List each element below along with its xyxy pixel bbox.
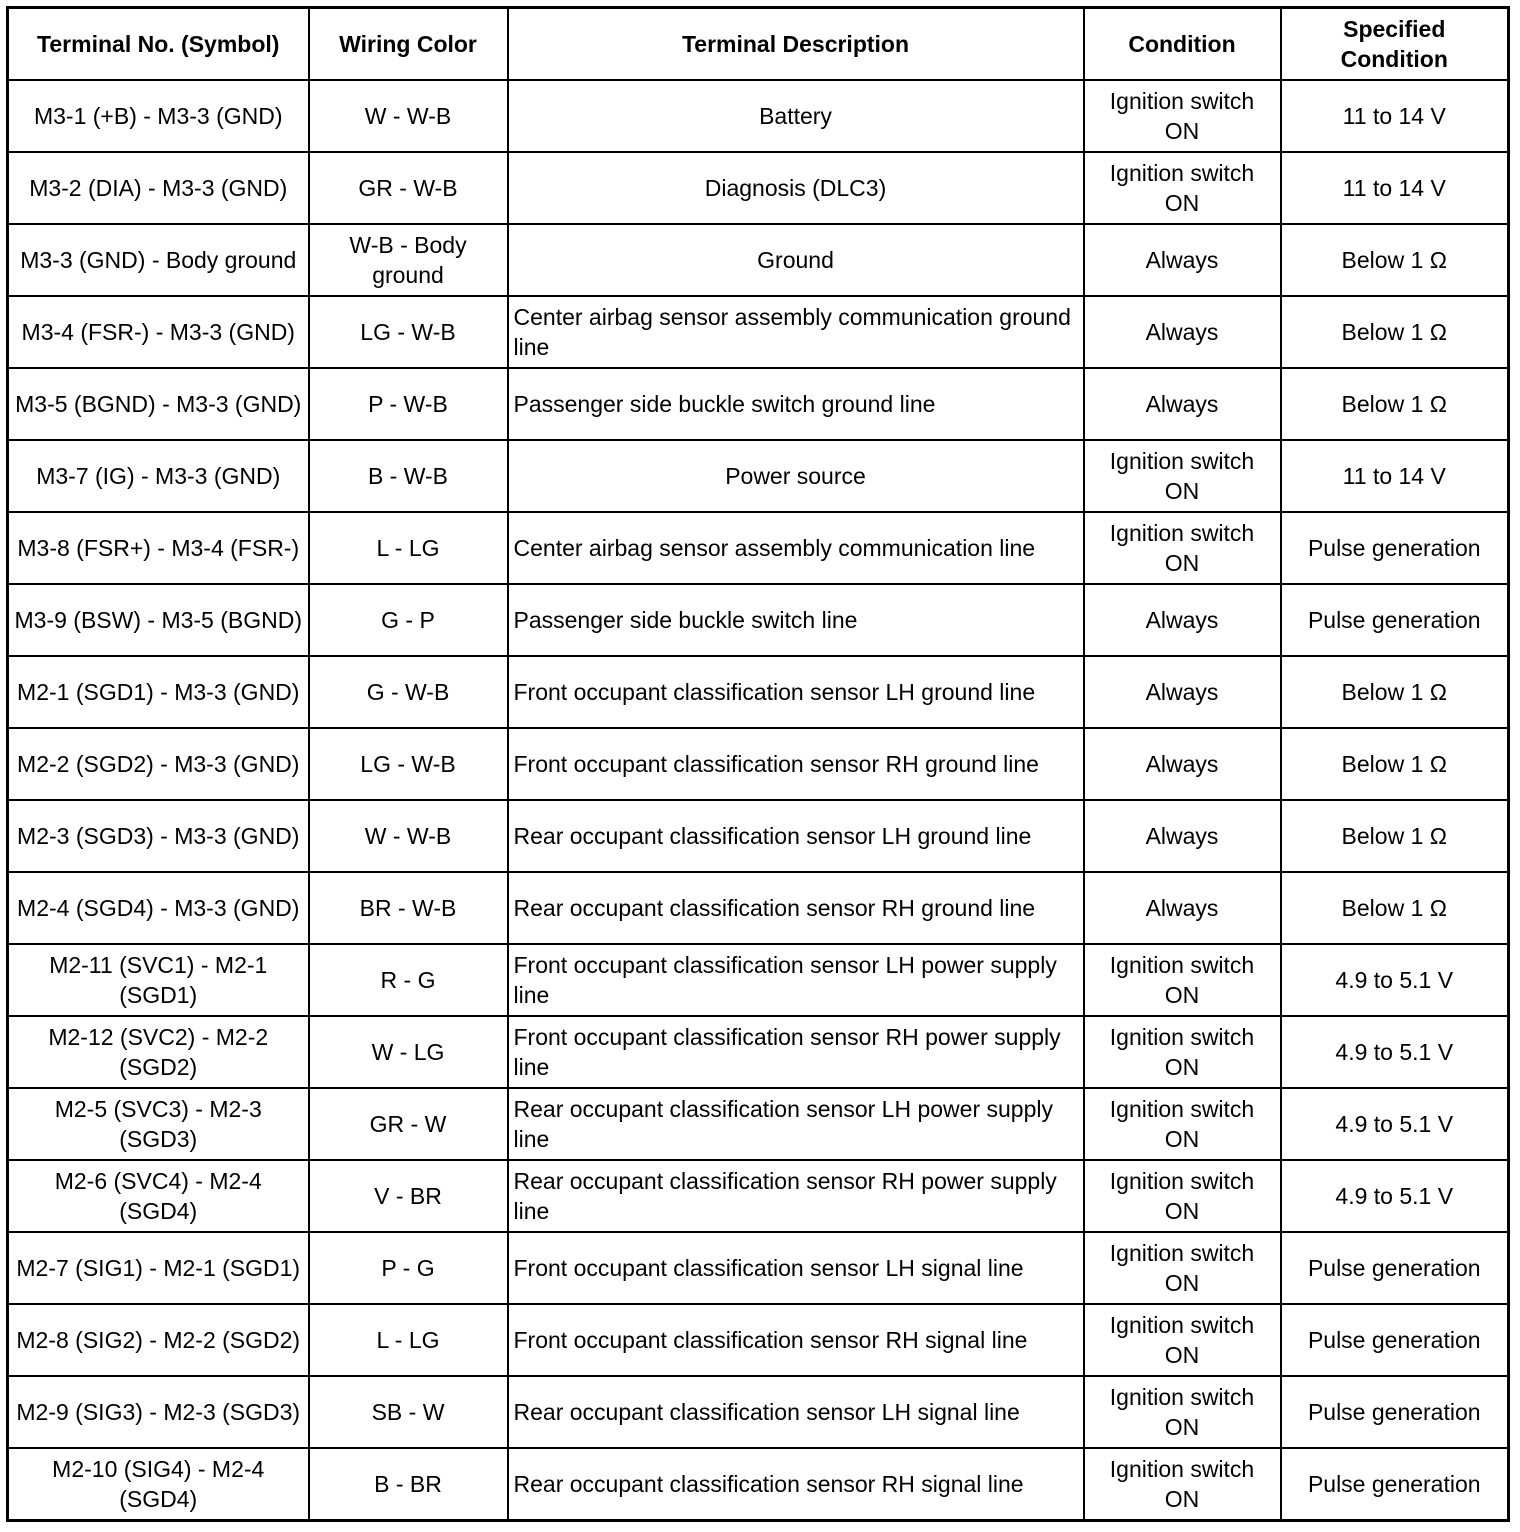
cell-terminal: M3-5 (BGND) - M3-3 (GND) bbox=[8, 368, 309, 440]
table-row bbox=[8, 656, 1509, 728]
cell-wiring-color: W - LG bbox=[309, 1016, 508, 1088]
cell-wiring-color: LG - W-B bbox=[309, 296, 508, 368]
cell-specified-condition: 4.9 to 5.1 V bbox=[1281, 1016, 1509, 1088]
cell-terminal: M3-1 (+B) - M3-3 (GND) bbox=[8, 80, 309, 152]
cell-condition: Ignition switch ON bbox=[1084, 1304, 1281, 1376]
cell-wiring-color: R - G bbox=[309, 944, 508, 1016]
table-row bbox=[8, 440, 1509, 512]
cell-condition: Ignition switch ON bbox=[1084, 1448, 1281, 1521]
cell-wiring-color: L - LG bbox=[309, 512, 508, 584]
cell-wiring-color: BR - W-B bbox=[309, 872, 508, 944]
cell-terminal-description: Diagnosis (DLC3) bbox=[508, 152, 1084, 224]
cell-terminal: M2-10 (SIG4) - M2-4 (SGD4) bbox=[8, 1448, 309, 1521]
cell-condition: Ignition switch ON bbox=[1084, 152, 1281, 224]
cell-condition: Always bbox=[1084, 872, 1281, 944]
cell-terminal-description: Rear occupant classification sensor RH ground line bbox=[508, 872, 1084, 944]
cell-terminal: M2-8 (SIG2) - M2-2 (SGD2) bbox=[8, 1304, 309, 1376]
cell-wiring-color: P - W-B bbox=[309, 368, 508, 440]
table-row bbox=[8, 1016, 1509, 1088]
cell-terminal-description: Front occupant classification sensor RH ground line bbox=[508, 728, 1084, 800]
cell-terminal-description: Passenger side buckle switch line bbox=[508, 584, 1084, 656]
cell-terminal: M3-8 (FSR+) - M3-4 (FSR-) bbox=[8, 512, 309, 584]
cell-wiring-color: B - BR bbox=[309, 1448, 508, 1521]
cell-specified-condition: 11 to 14 V bbox=[1281, 152, 1509, 224]
table-row bbox=[8, 800, 1509, 872]
cell-condition: Ignition switch ON bbox=[1084, 1232, 1281, 1304]
cell-terminal-description: Front occupant classification sensor RH power supply line bbox=[508, 1016, 1084, 1088]
cell-terminal-description: Center airbag sensor assembly communication line bbox=[508, 512, 1084, 584]
cell-condition: Always bbox=[1084, 656, 1281, 728]
cell-condition: Ignition switch ON bbox=[1084, 1016, 1281, 1088]
cell-wiring-color: P - G bbox=[309, 1232, 508, 1304]
table-row bbox=[8, 224, 1509, 296]
cell-wiring-color: V - BR bbox=[309, 1160, 508, 1232]
cell-specified-condition: Pulse generation bbox=[1281, 584, 1509, 656]
cell-terminal-description: Rear occupant classification sensor LH signal line bbox=[508, 1376, 1084, 1448]
header-wiring-color: Wiring Color bbox=[309, 8, 508, 81]
cell-specified-condition: Pulse generation bbox=[1281, 1376, 1509, 1448]
table-row bbox=[8, 1448, 1509, 1521]
cell-terminal: M2-4 (SGD4) - M3-3 (GND) bbox=[8, 872, 309, 944]
cell-terminal: M2-11 (SVC1) - M2-1 (SGD1) bbox=[8, 944, 309, 1016]
header-condition: Condition bbox=[1084, 8, 1281, 81]
cell-wiring-color: LG - W-B bbox=[309, 728, 508, 800]
cell-terminal-description: Ground bbox=[508, 224, 1084, 296]
cell-terminal-description: Passenger side buckle switch ground line bbox=[508, 368, 1084, 440]
cell-specified-condition: Below 1 Ω bbox=[1281, 656, 1509, 728]
cell-terminal-description: Center airbag sensor assembly communication ground line bbox=[508, 296, 1084, 368]
cell-terminal-description: Front occupant classification sensor LH signal line bbox=[508, 1232, 1084, 1304]
table-row bbox=[8, 1304, 1509, 1376]
cell-specified-condition: Below 1 Ω bbox=[1281, 296, 1509, 368]
cell-condition: Always bbox=[1084, 368, 1281, 440]
cell-terminal: M2-6 (SVC4) - M2-4 (SGD4) bbox=[8, 1160, 309, 1232]
terminal-spec-table bbox=[6, 6, 1510, 1522]
cell-condition: Ignition switch ON bbox=[1084, 440, 1281, 512]
cell-condition: Ignition switch ON bbox=[1084, 1160, 1281, 1232]
cell-terminal: M2-2 (SGD2) - M3-3 (GND) bbox=[8, 728, 309, 800]
header-row bbox=[8, 8, 1509, 81]
table-row bbox=[8, 80, 1509, 152]
table-row bbox=[8, 944, 1509, 1016]
cell-terminal: M2-9 (SIG3) - M2-3 (SGD3) bbox=[8, 1376, 309, 1448]
cell-specified-condition: Below 1 Ω bbox=[1281, 728, 1509, 800]
table-row bbox=[8, 512, 1509, 584]
cell-specified-condition: 4.9 to 5.1 V bbox=[1281, 1160, 1509, 1232]
cell-condition: Always bbox=[1084, 800, 1281, 872]
cell-terminal-description: Front occupant classification sensor LH ground line bbox=[508, 656, 1084, 728]
cell-condition: Ignition switch ON bbox=[1084, 1088, 1281, 1160]
cell-terminal-description: Rear occupant classification sensor RH signal line bbox=[508, 1448, 1084, 1521]
cell-terminal: M3-2 (DIA) - M3-3 (GND) bbox=[8, 152, 309, 224]
cell-condition: Ignition switch ON bbox=[1084, 80, 1281, 152]
cell-terminal-description: Battery bbox=[508, 80, 1084, 152]
cell-wiring-color: GR - W bbox=[309, 1088, 508, 1160]
table-row bbox=[8, 1376, 1509, 1448]
cell-wiring-color: L - LG bbox=[309, 1304, 508, 1376]
cell-wiring-color: G - W-B bbox=[309, 656, 508, 728]
cell-terminal: M2-12 (SVC2) - M2-2 (SGD2) bbox=[8, 1016, 309, 1088]
header-terminal: Terminal No. (Symbol) bbox=[8, 8, 309, 81]
cell-terminal-description: Power source bbox=[508, 440, 1084, 512]
cell-wiring-color: G - P bbox=[309, 584, 508, 656]
cell-wiring-color: W - W-B bbox=[309, 800, 508, 872]
table-row bbox=[8, 1088, 1509, 1160]
cell-terminal: M3-7 (IG) - M3-3 (GND) bbox=[8, 440, 309, 512]
table-row bbox=[8, 872, 1509, 944]
cell-condition: Always bbox=[1084, 728, 1281, 800]
cell-terminal-description: Rear occupant classification sensor LH power supply line bbox=[508, 1088, 1084, 1160]
cell-specified-condition: Below 1 Ω bbox=[1281, 224, 1509, 296]
header-terminal-description: Terminal Description bbox=[508, 8, 1084, 81]
cell-terminal-description: Rear occupant classification sensor RH power supply line bbox=[508, 1160, 1084, 1232]
cell-terminal: M3-9 (BSW) - M3-5 (BGND) bbox=[8, 584, 309, 656]
table-body bbox=[8, 80, 1509, 1521]
cell-condition: Ignition switch ON bbox=[1084, 512, 1281, 584]
table-row bbox=[8, 728, 1509, 800]
cell-terminal: M2-5 (SVC3) - M2-3 (SGD3) bbox=[8, 1088, 309, 1160]
header-specified-condition: Specified Condition bbox=[1281, 8, 1509, 81]
cell-terminal: M2-3 (SGD3) - M3-3 (GND) bbox=[8, 800, 309, 872]
table-row bbox=[8, 1232, 1509, 1304]
cell-condition: Always bbox=[1084, 224, 1281, 296]
cell-terminal-description: Rear occupant classification sensor LH ground line bbox=[508, 800, 1084, 872]
cell-specified-condition: Pulse generation bbox=[1281, 1304, 1509, 1376]
cell-condition: Always bbox=[1084, 296, 1281, 368]
cell-specified-condition: 11 to 14 V bbox=[1281, 80, 1509, 152]
cell-specified-condition: Below 1 Ω bbox=[1281, 872, 1509, 944]
cell-terminal-description: Front occupant classification sensor RH signal line bbox=[508, 1304, 1084, 1376]
cell-condition: Ignition switch ON bbox=[1084, 1376, 1281, 1448]
cell-terminal: M3-3 (GND) - Body ground bbox=[8, 224, 309, 296]
cell-wiring-color: GR - W-B bbox=[309, 152, 508, 224]
table-row bbox=[8, 152, 1509, 224]
table-row bbox=[8, 296, 1509, 368]
cell-specified-condition: 11 to 14 V bbox=[1281, 440, 1509, 512]
cell-wiring-color: W - W-B bbox=[309, 80, 508, 152]
table-row bbox=[8, 584, 1509, 656]
cell-wiring-color: SB - W bbox=[309, 1376, 508, 1448]
table-row bbox=[8, 1160, 1509, 1232]
cell-specified-condition: Below 1 Ω bbox=[1281, 368, 1509, 440]
cell-condition: Ignition switch ON bbox=[1084, 944, 1281, 1016]
cell-specified-condition: Pulse generation bbox=[1281, 1448, 1509, 1521]
cell-specified-condition: 4.9 to 5.1 V bbox=[1281, 1088, 1509, 1160]
cell-terminal-description: Front occupant classification sensor LH power supply line bbox=[508, 944, 1084, 1016]
cell-specified-condition: Below 1 Ω bbox=[1281, 800, 1509, 872]
cell-terminal: M3-4 (FSR-) - M3-3 (GND) bbox=[8, 296, 309, 368]
cell-specified-condition: Pulse generation bbox=[1281, 1232, 1509, 1304]
cell-wiring-color: W-B - Body ground bbox=[309, 224, 508, 296]
cell-terminal: M2-1 (SGD1) - M3-3 (GND) bbox=[8, 656, 309, 728]
cell-wiring-color: B - W-B bbox=[309, 440, 508, 512]
cell-specified-condition: 4.9 to 5.1 V bbox=[1281, 944, 1509, 1016]
table-row bbox=[8, 368, 1509, 440]
cell-specified-condition: Pulse generation bbox=[1281, 512, 1509, 584]
cell-condition: Always bbox=[1084, 584, 1281, 656]
cell-terminal: M2-7 (SIG1) - M2-1 (SGD1) bbox=[8, 1232, 309, 1304]
